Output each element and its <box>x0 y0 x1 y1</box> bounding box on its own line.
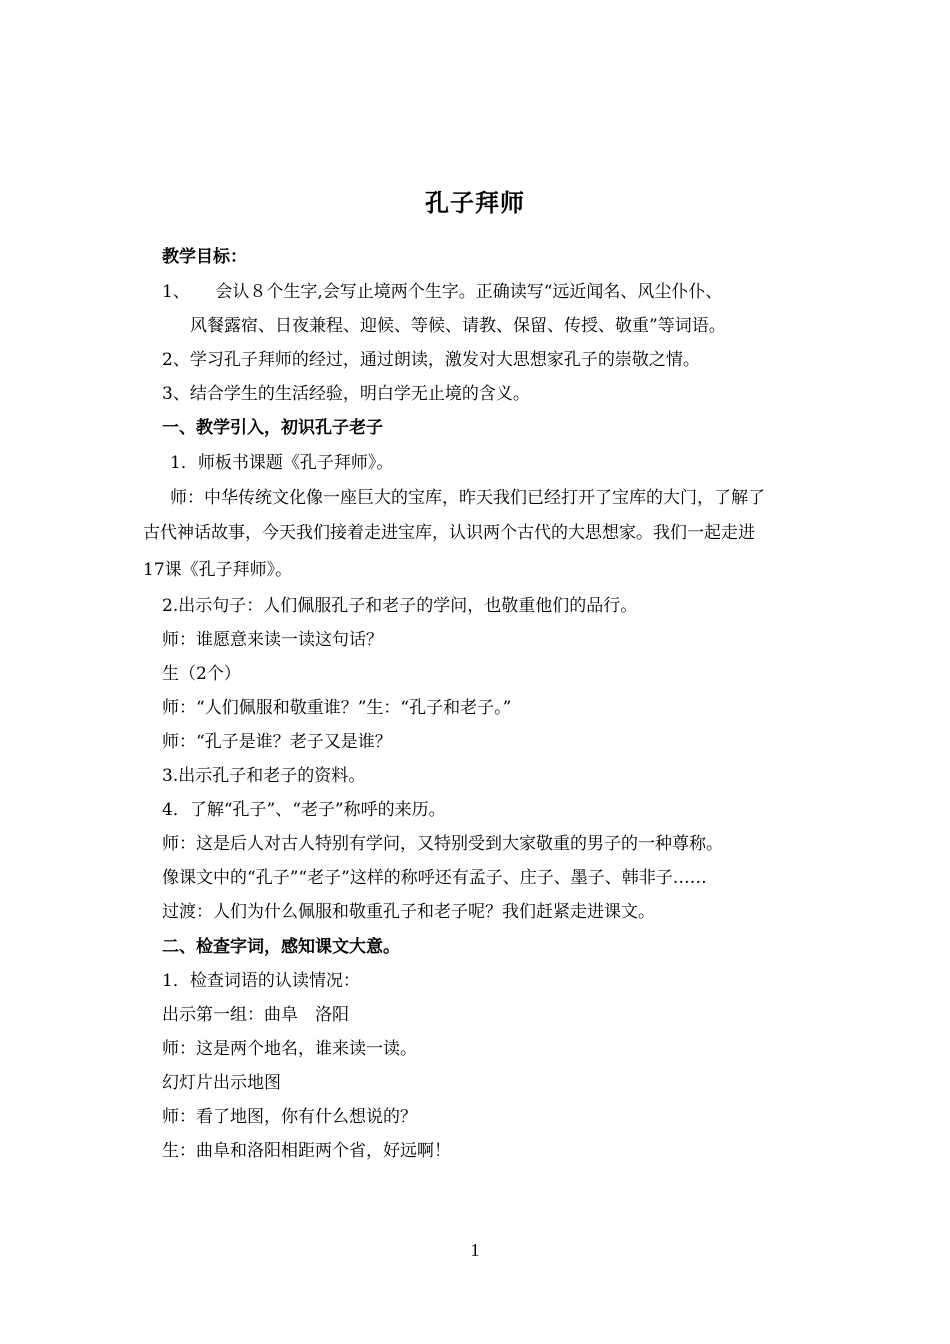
paragraph-line: 像课文中的“孔子”“老子”这样的称呼还有孟子、庄子、墨子、韩非子…… <box>162 868 707 888</box>
paragraph-line: 师：这是后人对古人特别有学问，又特别受到大家敬重的男子的一种尊称。 <box>162 834 723 854</box>
paragraph-line: 2.出示句子：人们佩服孔子和老子的学问，也敬重他们的品行。 <box>162 596 638 616</box>
section-label-objectives: 教学目标： <box>162 247 247 267</box>
paragraph-line: 出示第一组：曲阜 洛阳 <box>162 1005 349 1025</box>
page-number: 1 <box>470 1240 480 1260</box>
section-heading-2: 二、检查字词，感知课文大意。 <box>162 937 400 957</box>
paragraph-line: 生（2个） <box>162 664 241 684</box>
document-title: 孔子拜师 <box>425 189 525 217</box>
paragraph-line: 3.出示孔子和老子的资料。 <box>162 766 366 786</box>
paragraph-line: 师：“人们佩服和敬重谁？”生：“孔子和老子。” <box>162 698 512 718</box>
paragraph-line: 师：“孔子是谁？老子又是谁？ <box>162 732 392 752</box>
paragraph-line: 师：中华传统文化像一座巨大的宝库，昨天我们已经打开了宝库的大门，了解了 <box>170 488 765 508</box>
paragraph-line: 过渡：人们为什么佩服和敬重孔子和老子呢？我们赶紧走进课文。 <box>162 902 655 922</box>
paragraph-line: 2、学习孔子拜师的经过，通过朗读，激发对大思想家孔子的崇敬之情。 <box>162 350 700 370</box>
paragraph-line: 4．了解“孔子”、“老子”称呼的来历。 <box>162 800 446 820</box>
paragraph-line: 1．检查词语的认读情况： <box>162 971 360 991</box>
paragraph-line: 17课《孔子拜师》。 <box>143 560 293 580</box>
section-heading-1: 一、教学引入，初识孔子老子 <box>162 418 383 438</box>
paragraph-line: 生：曲阜和洛阳相距两个省，好远啊！ <box>162 1141 451 1161</box>
paragraph-line: 师：谁愿意来读一读这句话？ <box>162 630 383 650</box>
paragraph-line: 1．师板书课题《孔子拜师》。 <box>170 453 394 473</box>
paragraph-line: 古代神话故事，今天我们接着走进宝库，认识两个古代的大思想家。我们一起走进 <box>143 523 755 543</box>
paragraph-line: 3、结合学生的生活经验，明白学无止境的含义。 <box>162 384 530 404</box>
paragraph-line: 1、 会认８个生字,会写止境两个生字。正确读写“远近闻名、风尘仆仆、 <box>162 282 723 302</box>
paragraph-line: 师：看了地图，你有什么想说的？ <box>162 1107 417 1127</box>
paragraph-line: 风餐露宿、日夜兼程、迎候、等候、请教、保留、传授、敬重”等词语。 <box>190 316 726 336</box>
paragraph-line: 幻灯片出示地图 <box>162 1073 281 1093</box>
paragraph-line: 师：这是两个地名，谁来读一读。 <box>162 1039 417 1059</box>
